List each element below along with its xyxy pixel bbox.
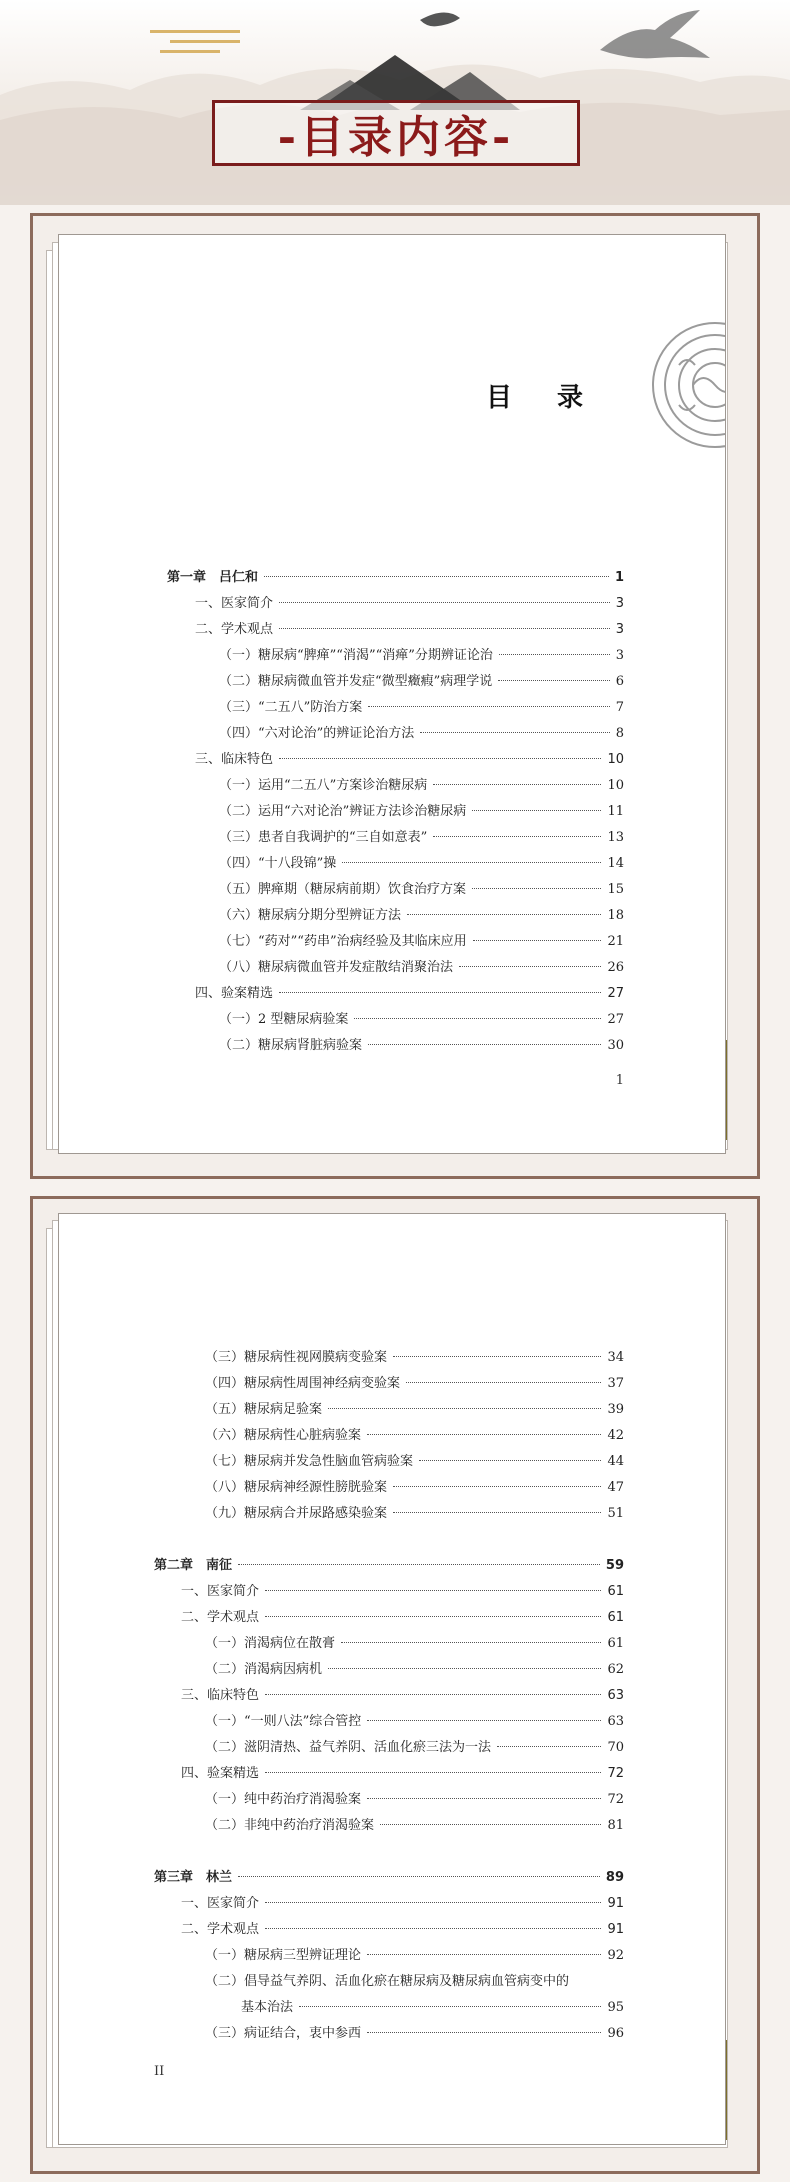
toc-entry[interactable]: （一）糖尿病“脾瘅”“消渴”“消瘅”分期辨证论治 3: [219, 648, 624, 663]
toc-entry[interactable]: （一）“一则八法”综合管控 63: [205, 1714, 624, 1729]
toc-entry[interactable]: （一）运用“二五八”方案诊治糖尿病 10: [219, 778, 624, 793]
toc-entry[interactable]: 二、学术观点 3: [195, 622, 624, 637]
toc-entry[interactable]: 三、临床特色 10: [195, 752, 624, 767]
toc-entry[interactable]: （八）糖尿病神经源性膀胱验案 47: [205, 1480, 624, 1495]
toc-entry[interactable]: （七）“药对”“药串”治病经验及其临床应用 21: [219, 934, 624, 949]
toc-entry[interactable]: （二）消渴病因病机 62: [205, 1662, 624, 1677]
toc-entry[interactable]: （八）糖尿病微血管并发症散结消聚治法 26: [219, 960, 624, 975]
toc-page-1: [58, 234, 726, 1154]
toc-entry-multiline[interactable]: （二）倡导益气养阴、活血化瘀在糖尿病及糖尿病血管病变中的: [205, 1974, 570, 1989]
toc-entry[interactable]: （五）脾瘅期（糖尿病前期）饮食治疗方案 15: [219, 882, 624, 897]
toc-page-2: [58, 1213, 726, 2145]
toc-entry[interactable]: 第三章 林兰 89: [154, 1870, 624, 1885]
toc-entry[interactable]: 三、临床特色 63: [181, 1688, 624, 1703]
toc-heading: 目 录: [485, 383, 601, 413]
toc-entry[interactable]: （三）患者自我调护的“三自如意表” 13: [219, 830, 624, 845]
toc-entry[interactable]: （九）糖尿病合并尿路感染验案 51: [205, 1506, 624, 1521]
toc-entry[interactable]: 四、验案精选 27: [195, 986, 624, 1001]
toc-entry[interactable]: 第一章 吕仁和 1: [167, 570, 624, 585]
toc-entry-continuation[interactable]: 基本治法 95: [241, 2000, 624, 2015]
toc-entry[interactable]: （一）纯中药治疗消渴验案 72: [205, 1792, 624, 1807]
toc-entry[interactable]: （四）糖尿病性周围神经病变验案 37: [205, 1376, 624, 1391]
toc-entry[interactable]: 二、学术观点 91: [181, 1922, 624, 1937]
header-banner: [0, 0, 790, 205]
toc-entry[interactable]: 一、医家简介 91: [181, 1896, 624, 1911]
toc-entry[interactable]: （三）“二五八”防治方案 7: [219, 700, 624, 715]
page-number: 1: [615, 1073, 624, 1088]
toc-entry[interactable]: （二）糖尿病微血管并发症“微型癥瘕”病理学说 6: [219, 674, 624, 689]
toc-entry[interactable]: （五）糖尿病足验案 39: [205, 1402, 624, 1417]
toc-entry[interactable]: （三）糖尿病性视网膜病变验案 34: [205, 1350, 624, 1365]
title-box: [212, 100, 580, 166]
toc-entry[interactable]: 第二章 南征 59: [154, 1558, 624, 1573]
page-number: II: [154, 2064, 165, 2079]
toc-entry[interactable]: （二）滋阴清热、益气养阴、活血化瘀三法为一法 70: [205, 1740, 624, 1755]
toc-entry[interactable]: （二）糖尿病肾脏病验案 30: [219, 1038, 624, 1053]
toc-entry[interactable]: （三）病证结合，衷中参西 96: [205, 2026, 624, 2041]
toc-entry[interactable]: （四）“六对论治”的辨证论治方法 8: [219, 726, 624, 741]
toc-entry[interactable]: （六）糖尿病分期分型辨证方法 18: [219, 908, 624, 923]
toc-entry[interactable]: （一）消渴病位在散膏 61: [205, 1636, 624, 1651]
toc-entry[interactable]: （七）糖尿病并发急性脑血管病验案 44: [205, 1454, 624, 1469]
toc-entry[interactable]: 一、医家简介 3: [195, 596, 624, 611]
toc-entry[interactable]: 一、医家简介 61: [181, 1584, 624, 1599]
cloud-seal-ornament: [615, 315, 725, 455]
toc-entry[interactable]: 二、学术观点 61: [181, 1610, 624, 1625]
page-title: -目录内容-: [277, 112, 515, 163]
toc-entry[interactable]: （一）2 型糖尿病验案 27: [219, 1012, 624, 1027]
toc-entry[interactable]: （二）运用“六对论治”辨证方法诊治糖尿病 11: [219, 804, 624, 819]
toc-entry[interactable]: （一）糖尿病三型辨证理论 92: [205, 1948, 624, 1963]
toc-entry[interactable]: （二）非纯中药治疗消渴验案 81: [205, 1818, 624, 1833]
toc-entry[interactable]: （六）糖尿病性心脏病验案 42: [205, 1428, 624, 1443]
toc-entry[interactable]: 四、验案精选 72: [181, 1766, 624, 1781]
toc-entry[interactable]: （四）“十八段锦”操 14: [219, 856, 624, 871]
